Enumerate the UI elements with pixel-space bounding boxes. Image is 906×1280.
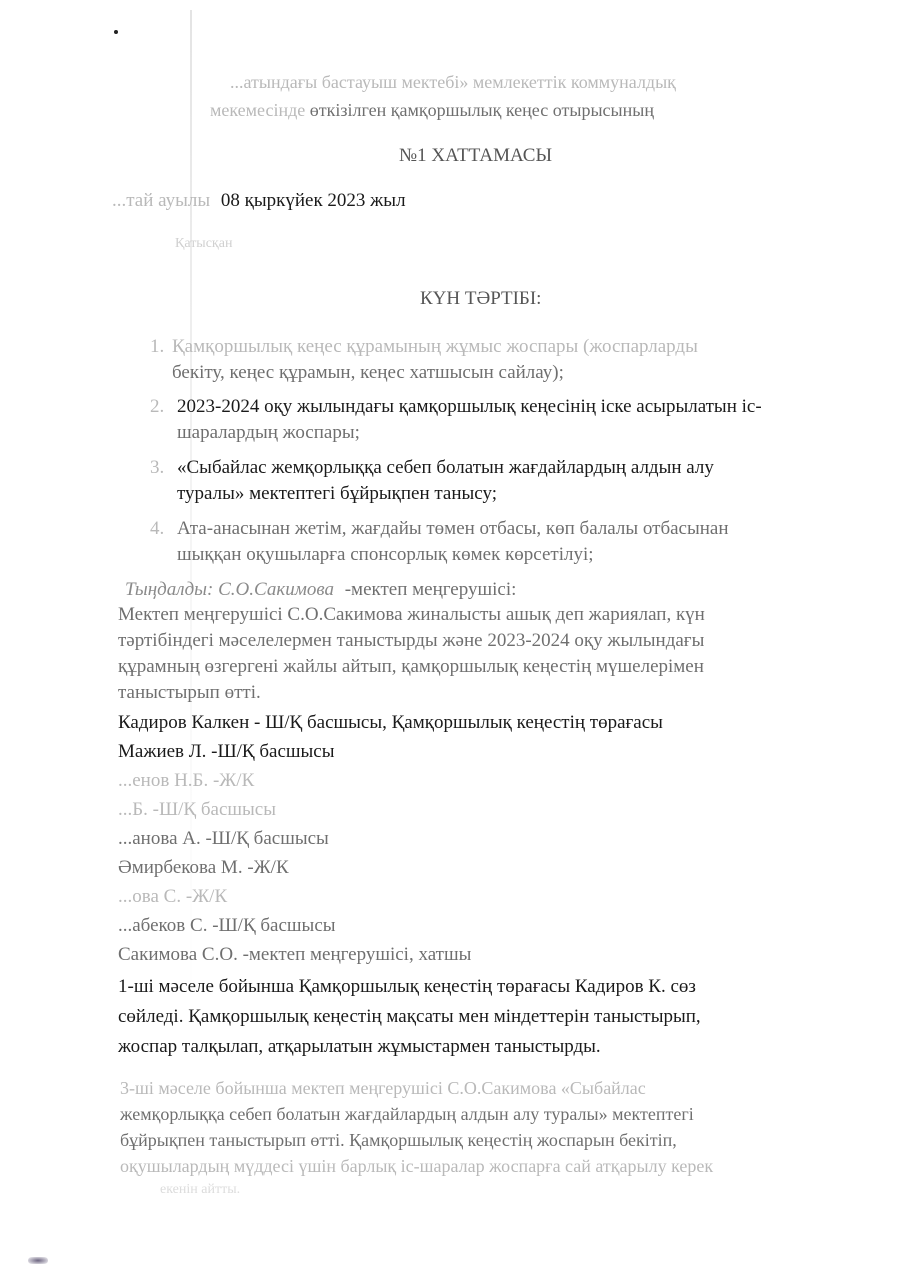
header-line-2-text: өткізілген қамқоршылық кеңес отырысының [309,100,654,120]
member-item: ...ова С. -Ж/К [118,886,228,907]
ink-smudge [28,1257,48,1264]
member-item: ...енов Н.Б. -Ж/К [118,770,255,791]
paragraph-3-line: бұйрықпен таныстырып өтті. Қамқоршылық кеңестің жоспарын бекітіп, [120,1130,677,1150]
agenda-item-4-line-2: шыққан оқушыларға спонсорлық көмек көрсетілуі; [177,544,594,565]
speaker-label: Тыңдалды: С.О.Сакимова [125,579,334,600]
speaker-line [125,579,516,601]
paragraph-1-line: құрамның өзгергені жайлы айтып, қамқоршылық кеңестің мүшелерімен [118,656,704,677]
document-title: №1 ХАТТАМАСЫ [399,145,553,166]
paragraph-2-line: сөйледі. Қамқоршылық кеңестің мақсаты мен міндеттерін таныстырып, [118,1006,701,1027]
place-name: ...тай ауылы [112,190,211,211]
agenda-item-3-line-2: туралы» мектептегі бұйрықпен танысу; [177,483,498,504]
header-line-2-faint: мекемесінде [210,100,306,120]
member-item: Әмирбекова М. -Ж/К [118,857,289,878]
member-item: Мажиев Л. -Ш/Қ басшысы [118,741,335,762]
agenda-item-2-line-2: шаралардың жоспары; [177,422,360,443]
agenda-item-2-num: 2. [150,396,165,417]
agenda-item-4-line-1: Ата-анасынан жетім, жағдайы төмен отбасы, көп балалы отбасынан [177,518,729,539]
header-line-1: ...атындағы бастауыш мектебі» мемлекеттік коммуналдық [230,72,676,92]
paragraph-3-line: екенін айтты. [160,1182,241,1197]
member-item: ...Б. -Ш/Қ басшысы [118,799,276,820]
paragraph-3-line: жемқорлыққа себеп болатын жағдайлардың алдын алу туралы» мектептегі [120,1104,694,1124]
ink-dot [114,30,118,34]
place-date-line [112,190,406,212]
agenda-item-1-line-2: бекіту, кеңес құрамын, кеңес хатшысын сайлау); [172,362,564,383]
member-item: Сакимова С.О. -мектеп меңгерушісі, хатшы [118,944,472,965]
paragraph-2-line: жоспар талқылап, атқарылатын жұмыстармен таныстырды. [118,1036,601,1057]
member-item: Кадиров Калкен - Ш/Қ басшысы, Қамқоршылық кеңестің төрағасы [118,712,663,733]
agenda-item-1-line-1: Қамқоршылық кеңес құрамының жұмыс жоспары (жоспарларды [172,336,698,357]
agenda-item-3-num: 3. [150,457,165,478]
agenda-item-2-line-1: 2023-2024 оқу жылындағы қамқоршылық кеңесінің іске асырылатын іс- [177,396,762,417]
agenda-item-1-num: 1. [150,336,165,357]
paragraph-1-line: таныстырып өтті. [118,682,261,703]
paragraph-1-line: Мектеп меңгерушісі С.О.Сакимова жиналысты ашық деп жариялап, күн [118,604,705,625]
paragraph-3-line: оқушылардың мүддесі үшін барлық іс-шаралар жоспарға сай атқарылу керек [120,1156,714,1176]
agenda-item-4-num: 4. [150,518,165,539]
paragraph-3-line: 3-ші мәселе бойынша мектеп меңгерушісі С.О.Сакимова «Сыбайлас [120,1078,646,1098]
member-item: ...анова А. -Ш/Қ басшысы [118,828,329,849]
agenda-item-3-line-1: «Сыбайлас жемқорлыққа себеп болатын жағдайлардың алдын алу [177,457,714,478]
agenda-title: КҮН ТӘРТІБІ: [420,288,542,309]
speaker-role: -мектеп меңгерушісі: [344,579,517,600]
paragraph-2-line: 1-ші мәселе бойынша Қамқоршылық кеңестің төрағасы Кадиров К. сөз [118,976,696,997]
meeting-date: 08 қыркүйек 2023 жыл [220,190,406,211]
attendees-label: Қатысқан [175,236,233,251]
paragraph-1-line: тәртібіндегі мәселелермен таныстырды және 2023-2024 оқу жылындағы [118,630,705,651]
member-item: ...абеков С. -Ш/Қ басшысы [118,915,336,936]
header-line-2 [210,100,654,121]
